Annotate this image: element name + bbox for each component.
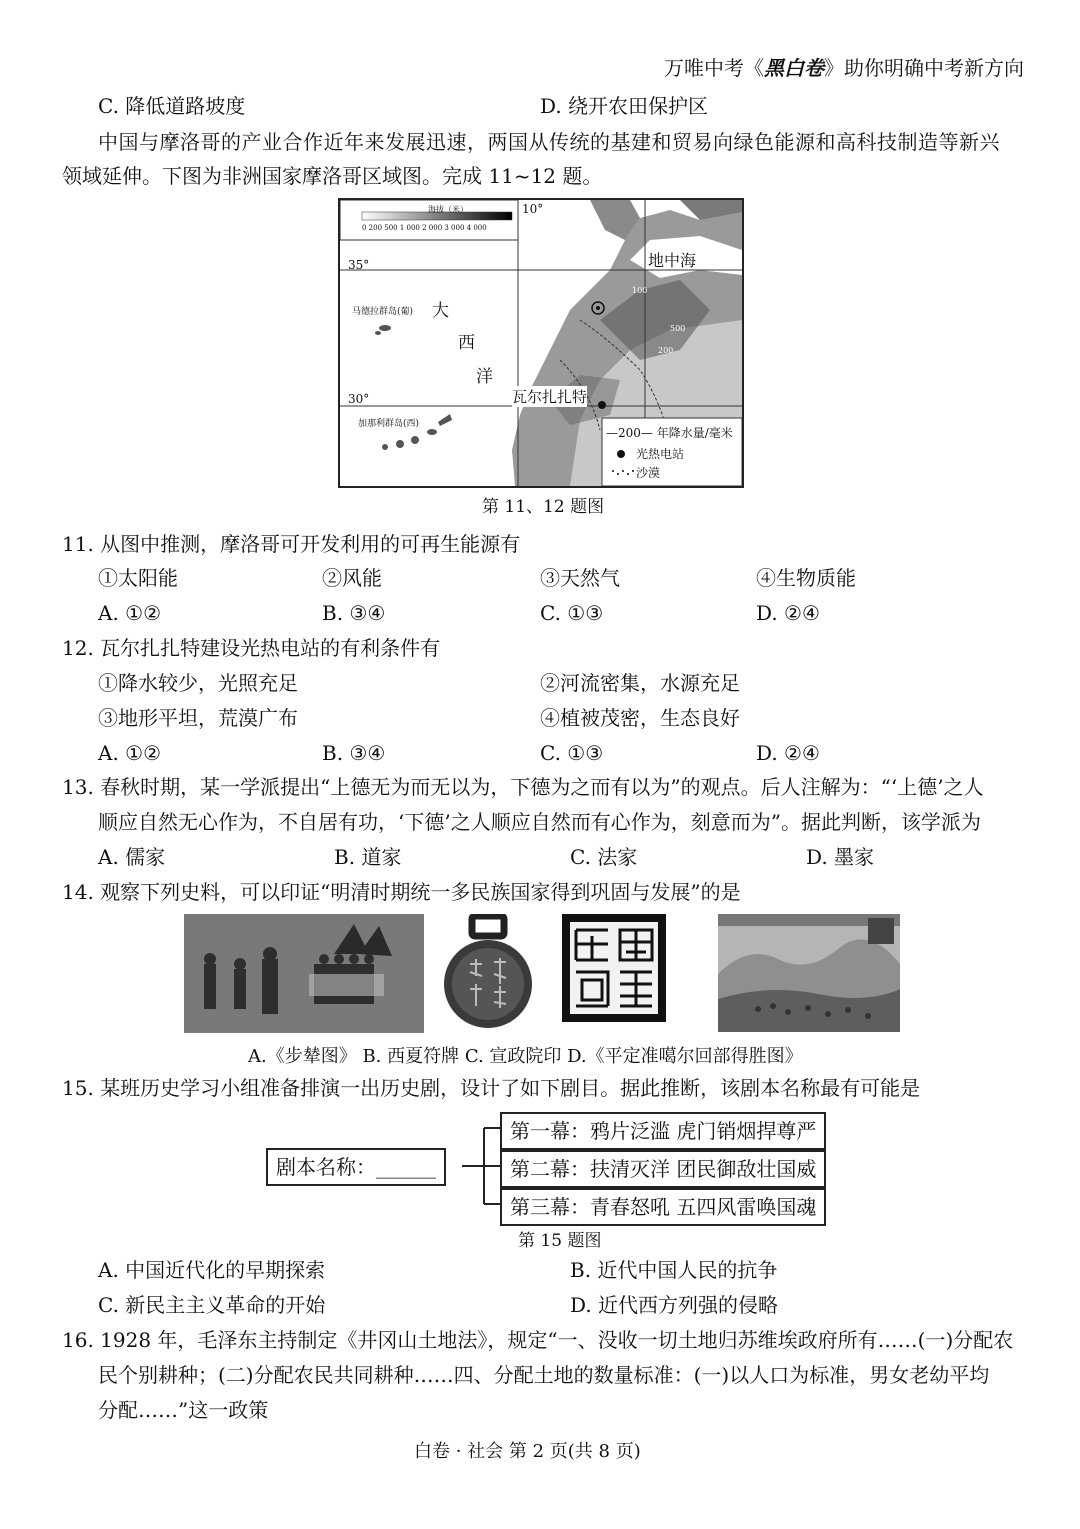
map-lat-30: 30° [348, 392, 370, 406]
q13-option-c: C. 法家 [570, 845, 638, 869]
q14-stem: 14. 观察下列史料，可以印证“明清时期统一多民族国家得到巩固与发展”的是 [62, 880, 741, 904]
page-header: 万唯中考《黑白卷》助你明确中考新方向 [664, 56, 1024, 80]
q15-act-3: 第三幕：青春怒吼 五四风雷唤国魂 [500, 1188, 826, 1226]
q11-item-2: ②风能 [322, 566, 382, 590]
q15-caption: 第 15 题图 [518, 1231, 602, 1251]
map-legend-solar: 光热电站 [636, 447, 685, 461]
q10-option-c: C. 降低道路坡度 [98, 94, 246, 118]
q11-option-b: B. ③④ [322, 601, 386, 625]
q12-item-4: ④植被茂密，生态良好 [540, 706, 740, 730]
q15-stem: 15. 某班历史学习小组准备排演一出历史剧，设计了如下剧目。据此推断，该剧本名称最有可能是 [62, 1076, 921, 1100]
q12-stem: 12. 瓦尔扎扎特建设光热电站的有利条件有 [62, 636, 441, 660]
q16-line-2: 民个别耕种；(二)分配农民共同耕种……四、分配土地的数量标准：(一)以人口为标准，男女老幼平均 [98, 1363, 990, 1387]
map-lat-35: 35° [348, 258, 370, 272]
map-isoline-label: 500 [670, 324, 686, 333]
map-sea-label: 地中海 [648, 251, 697, 270]
q12-item-3: ③地形平坦，荒漠广布 [98, 706, 298, 730]
q15-option-a: A. 中国近代化的早期探索 [98, 1258, 326, 1282]
intro-line-1: 中国与摩洛哥的产业合作近年来发展迅速，两国从传统的基建和贸易向绿色能源和高科技制造等新兴 [98, 130, 1000, 154]
page-footer: 白卷 · 社会 第 2 页(共 8 页) [414, 1441, 641, 1462]
q12-option-d: D. ②④ [756, 741, 820, 765]
bunian-tu-painting [184, 914, 424, 1033]
map-ocean-char-1: 大 [432, 301, 449, 321]
map-legend-precip: —200— 年降水量/毫米 [606, 426, 733, 440]
map-lon-label: 10° [522, 202, 544, 216]
map-caption: 第 11、12 题图 [482, 497, 605, 517]
map-canary-label: 加那利群岛(西) [358, 419, 420, 429]
xixia-tally-plaque [442, 914, 534, 1032]
pingding-zhungeer-painting [718, 914, 900, 1032]
q12-option-b: B. ③④ [322, 741, 386, 765]
q16-line-3: 分配……”这一政策 [98, 1398, 269, 1422]
q15-script-title-box: 剧本名称：______ [266, 1148, 446, 1186]
map-legend-scale: 0 200 500 1 000 2 000 3 000 4 000 [362, 224, 487, 232]
q11-item-4: ④生物质能 [756, 566, 856, 590]
q10-option-d: D. 绕开农田保护区 [540, 94, 709, 118]
morocco-map [338, 198, 744, 488]
q13-line-2: 顺应自然无心作为，不自居有功，‘下德’之人顺应自然而有心作为，刻意而为”。据此判断，该学派为 [98, 810, 981, 834]
q13-option-a: A. 儒家 [98, 845, 166, 869]
intro-line-2: 领域延伸。下图为非洲国家摩洛哥区域图。完成 11~12 题。 [62, 164, 603, 188]
q11-item-1: ①太阳能 [98, 566, 178, 590]
q16-line-1: 16. 1928 年，毛泽东主持制定《井冈山土地法》，规定“一、没收一切土地归苏维埃政府所有……(一)分配农 [62, 1328, 1014, 1352]
q15-option-b: B. 近代中国人民的抗争 [570, 1258, 778, 1282]
q12-option-c: C. ①③ [540, 741, 604, 765]
q15-act-2: 第二幕：扶清灭洋 团民御敌壮国威 [500, 1150, 826, 1188]
map-legend-desert: 沙漠 [636, 466, 661, 480]
q12-item-1: ①降水较少，光照充足 [98, 671, 298, 695]
map-graphic [340, 200, 742, 486]
q11-item-3: ③天然气 [540, 566, 620, 590]
q11-stem: 11. 从图中推测，摩洛哥可开发利用的可再生能源有 [62, 532, 521, 556]
q12-option-a: A. ①② [98, 741, 162, 765]
map-legend-title: 海拔（米） [428, 205, 468, 214]
xuanzhengyuan-seal [562, 914, 666, 1022]
q11-option-c: C. ①③ [540, 601, 604, 625]
q11-option-d: D. ②④ [756, 601, 820, 625]
q15-option-d: D. 近代西方列强的侵略 [570, 1293, 779, 1317]
map-city-label: 瓦尔扎扎特 [512, 388, 588, 406]
q14-image-captions: A.《步辇图》 B. 西夏符牌 C. 宣政院印 D.《平定准噶尔回部得胜图》 [248, 1046, 803, 1067]
q15-act-1: 第一幕：鸦片泛滥 虎门销烟捍尊严 [500, 1112, 826, 1150]
map-isoline-label: 100 [632, 286, 648, 295]
q13-option-d: D. 墨家 [806, 845, 875, 869]
map-isoline-label: 200 [658, 346, 674, 355]
q15-bracket-lines [462, 1112, 502, 1212]
q13-option-b: B. 道家 [334, 845, 402, 869]
q13-line-1: 13. 春秋时期，某一学派提出“上德无为而无以为，下德为之而有以为”的观点。后人注解为：“‘上德’之人 [62, 775, 984, 799]
q11-option-a: A. ①② [98, 601, 162, 625]
map-ocean-char-2: 西 [458, 333, 475, 353]
q12-item-2: ②河流密集，水源充足 [540, 671, 740, 695]
brand-name: 黑白卷 [764, 56, 824, 80]
map-madeira-label: 马德拉群岛(葡) [352, 307, 414, 317]
map-ocean-char-3: 洋 [476, 367, 493, 387]
q15-option-c: C. 新民主主义革命的开始 [98, 1293, 326, 1317]
